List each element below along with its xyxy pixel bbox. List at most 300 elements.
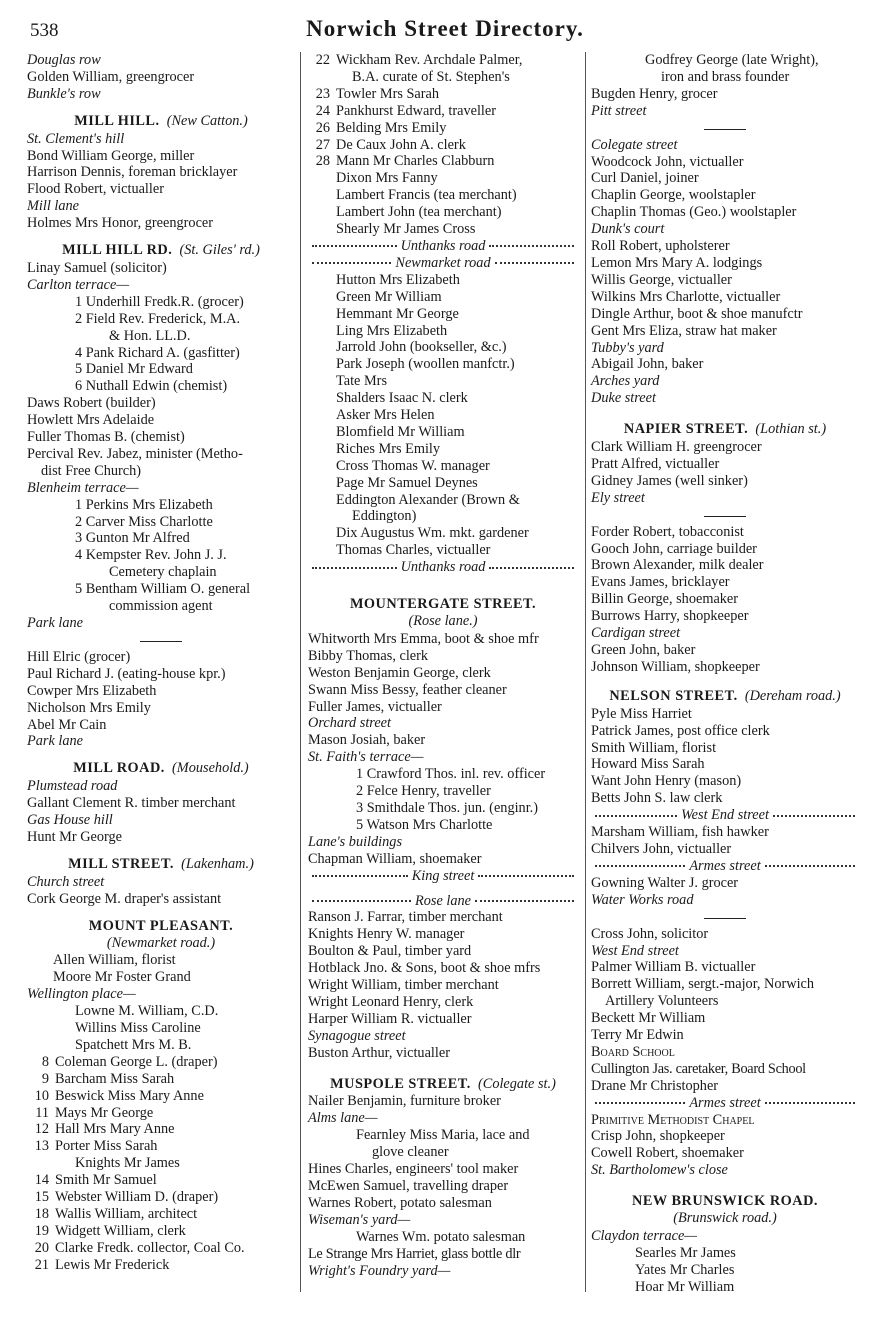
street-heading: [27, 856, 295, 873]
entry-text: Mann Mr Charles Clabburn: [336, 153, 495, 170]
street-subheading: Gas House hill: [27, 812, 113, 829]
entry-text: Coleman George L. (draper): [55, 1053, 218, 1070]
directory-entry: Cork George M. draper's assistant: [27, 890, 222, 907]
directory-entry: [27, 345, 295, 362]
directory-entry: [308, 817, 578, 834]
directory-entry: [27, 1189, 295, 1206]
directory-entry: Roll Robert, upholsterer: [591, 238, 730, 255]
street-subheading: Douglas row: [27, 52, 101, 68]
street-subheading: Lane's buildings: [308, 833, 403, 850]
directory-entry: Hemmant Mr George: [336, 305, 459, 322]
entry-continuation: iron and brass founder: [661, 68, 790, 85]
directory-entry: [308, 52, 578, 69]
directory-entry: Knights Mr James: [75, 1155, 180, 1172]
directory-entry: Cross John, solicitor: [591, 925, 709, 942]
directory-entry: Bond William George, miller: [27, 147, 195, 164]
directory-entry: Eddington Alexander (Brown &: [336, 491, 520, 508]
directory-entry: Green John, baker: [591, 642, 696, 658]
directory-entry: Searles Mr James: [635, 1244, 736, 1261]
directory-entry: Shalders Isaac N. clerk: [336, 390, 468, 407]
directory-entry: [27, 378, 295, 395]
directory-entry: Abel Mr Cain: [27, 716, 107, 733]
street-subheading: Blenheim terrace—: [27, 479, 139, 496]
directory-entry: [27, 1105, 295, 1122]
directory-entry: Mason Josiah, baker: [308, 732, 426, 749]
entry-text: Nuthall Edwin (chemist): [85, 378, 228, 395]
house-number: 1: [75, 496, 83, 513]
entry-continuation: Cemetery chaplain: [109, 564, 217, 581]
street-subheading: Bunkle's row: [27, 85, 101, 102]
directory-entry: Ling Mrs Elizabeth: [336, 322, 448, 339]
directory-entry: Willins Miss Caroline: [75, 1020, 201, 1037]
directory-entry: McEwen Samuel, travelling draper: [308, 1178, 509, 1194]
street-subheading: Plumstead road: [27, 778, 118, 795]
column-rule: [300, 52, 301, 1292]
entry-continuation: commission agent: [109, 598, 213, 615]
street-locality: (Mousehold.): [172, 760, 249, 777]
directory-entry: [27, 547, 295, 564]
directory-entry: [308, 120, 578, 137]
entry-text: Watson Mrs Charlotte: [366, 816, 493, 833]
street-heading: [591, 688, 859, 705]
entry-text: Daniel Mr Edward: [85, 361, 193, 378]
directory-entry: Borrett William, sergt.-major, Norwich: [591, 976, 815, 993]
street-subheading: Wright's Foundry yard—: [308, 1262, 451, 1279]
section-divider: [704, 516, 746, 517]
cross-street-divider: [591, 1095, 859, 1112]
directory-entry: [27, 1138, 295, 1155]
directory-entry: Fearnley Miss Maria, lace and: [356, 1127, 530, 1144]
house-number: 5: [356, 816, 364, 833]
entry-text: Clarke Fredk. collector, Coal Co.: [55, 1239, 245, 1256]
house-number: 21: [34, 1256, 49, 1273]
directory-entry: Buston Arthur, victualler: [308, 1044, 450, 1061]
entry-text: Bentham William O. general: [85, 581, 251, 598]
directory-entry: Moore Mr Foster Grand: [53, 969, 191, 986]
street-subheading: Orchard street: [308, 715, 391, 732]
directory-entry: Gent Mrs Eliza, straw hat maker: [591, 322, 777, 339]
house-number: 8: [41, 1053, 49, 1070]
house-number: 4: [75, 344, 83, 361]
directory-entry: Fuller Thomas B. (chemist): [27, 429, 185, 446]
directory-entry: Whitworth Mrs Emma, boot & shoe mfr: [308, 630, 539, 647]
directory-entry: Green Mr William: [336, 288, 442, 305]
cross-street-divider: [308, 893, 578, 910]
directory-entry: Smith William, florist: [591, 739, 717, 756]
directory-entry: Chilvers John, victualler: [591, 840, 732, 857]
directory-entry: [27, 514, 295, 531]
directory-entry: Jarrold John (bookseller, &c.): [336, 339, 507, 356]
street-locality: (Colegate st.): [478, 1075, 556, 1092]
directory-entry: Dingle Arthur, boot & shoe manufctr: [591, 305, 803, 322]
street-name: MILL HILL RD.: [62, 242, 173, 259]
house-number: 9: [41, 1070, 49, 1087]
entry-text: Carver Miss Charlotte: [85, 513, 213, 530]
directory-entry: Hutton Mrs Elizabeth: [336, 271, 460, 288]
house-number: 24: [315, 102, 330, 119]
entry-text: Pank Richard A. (gasfitter): [85, 344, 240, 361]
directory-entry: Golden William, greengrocer: [27, 68, 195, 85]
directory-entry: [308, 86, 578, 103]
entry-text: Barcham Miss Sarah: [55, 1070, 175, 1087]
directory-entry: Swann Miss Bessy, feather cleaner: [308, 681, 507, 698]
directory-entry: Crisp John, shopkeeper: [591, 1128, 725, 1145]
directory-entry: [27, 311, 295, 328]
directory-entry: Cullington Jas. caretaker, Board School: [591, 1060, 806, 1077]
entry-continuation: B.A. curate of St. Stephen's: [352, 68, 510, 85]
entry-text: Smith Mr Samuel: [55, 1172, 157, 1189]
column-3: [591, 52, 859, 1296]
street-heading: [308, 596, 578, 630]
directory-entry: Gooch John, carriage builder: [591, 540, 757, 557]
street-subheading: Synagogue street: [308, 1027, 406, 1044]
street-subheading: Pitt street: [591, 102, 647, 119]
street-subheading: Dunk's court: [591, 221, 665, 238]
directory-entry: Clark William H. greengrocer: [591, 439, 762, 456]
street-heading: [308, 1076, 578, 1093]
directory-entry: Nicholson Mrs Emily: [27, 699, 151, 716]
directory-entry: Cross Thomas W. manager: [336, 457, 490, 474]
directory-entry: Knights Henry W. manager: [308, 926, 465, 943]
entry-text: Belding Mrs Emily: [336, 119, 447, 136]
directory-entry: Thomas Charles, victualler: [336, 542, 491, 559]
directory-entry: Wright William, timber merchant: [308, 977, 499, 994]
street-subheading: Park lane: [27, 733, 83, 750]
directory-entry: Bugden Henry, grocer: [591, 85, 718, 102]
cross-street-name: Newmarket road: [395, 254, 491, 271]
directory-entry: Terry Mr Edwin: [591, 1027, 684, 1044]
street-heading: [27, 113, 295, 130]
directory-entry: Linay Samuel (solicitor): [27, 259, 167, 276]
entry-text: Underhill Fredk.R. (grocer): [85, 293, 244, 310]
page-number: 538: [30, 20, 59, 41]
directory-entry: Boulton & Paul, timber yard: [308, 943, 472, 960]
entry-text: Smithdale Thos. jun. (enginr.): [366, 799, 539, 816]
street-name: NEW BRUNSWICK ROAD.: [632, 1193, 818, 1210]
directory-entry: Primitive Methodist Chapel: [591, 1111, 755, 1128]
house-number: 5: [75, 361, 83, 378]
directory-entry: Curl Daniel, joiner: [591, 170, 699, 187]
street-subheading: Arches yard: [591, 373, 660, 390]
column-1: [27, 52, 295, 1274]
street-heading: [27, 918, 295, 952]
house-number: 26: [315, 119, 330, 136]
directory-entry: [27, 1121, 295, 1138]
entry-text: Porter Miss Sarah: [55, 1138, 158, 1155]
directory-entry: [308, 783, 578, 800]
directory-entry: [27, 1071, 295, 1088]
street-locality: (St. Giles' rd.): [179, 242, 260, 259]
house-number: 11: [35, 1104, 49, 1121]
directory-entry: Woodcock John, victualler: [591, 153, 744, 170]
house-number: 27: [315, 136, 330, 153]
entry-text: Perkins Mrs Elizabeth: [85, 496, 213, 513]
directory-entry: Drane Mr Christopher: [591, 1077, 719, 1094]
cross-street-name: Armes street: [689, 857, 761, 874]
directory-entry: Chapman William, shoemaker: [308, 850, 482, 867]
running-title: Norwich Street Directory.: [306, 16, 584, 41]
section-divider: [704, 129, 746, 130]
column-2: [308, 52, 578, 1279]
directory-entry: Asker Mrs Helen: [336, 407, 435, 424]
directory-entry: Warnes Wm. potato salesman: [356, 1228, 526, 1245]
entry-continuation: dist Free Church): [41, 462, 142, 479]
entry-text: Wickham Rev. Archdale Palmer,: [336, 52, 523, 68]
directory-entry: Dixon Mrs Fanny: [336, 170, 438, 187]
directory-entry: Weston Benjamin George, clerk: [308, 664, 491, 681]
directory-entry: Harrison Dennis, foreman bricklayer: [27, 164, 238, 181]
directory-entry: [308, 137, 578, 154]
directory-entry: Marsham William, fish hawker: [591, 824, 769, 841]
cross-street-divider: [308, 559, 578, 576]
directory-entry: Wright Leonard Henry, clerk: [308, 993, 474, 1010]
entry-text: Field Rev. Frederick, M.A.: [85, 310, 241, 327]
entry-text: Beswick Miss Mary Anne: [55, 1087, 204, 1104]
street-subheading: Park lane: [27, 615, 83, 631]
cross-street-divider: [308, 238, 578, 255]
house-number: 13: [34, 1138, 49, 1155]
street-locality: (Rose lane.): [408, 613, 478, 629]
directory-entry: [27, 361, 295, 378]
directory-entry: Yates Mr Charles: [635, 1261, 735, 1278]
street-subheading: Alms lane—: [308, 1110, 378, 1127]
directory-entry: Patrick James, post office clerk: [591, 722, 770, 739]
directory-entry: Le Strange Mrs Harriet, glass bottle dlr: [308, 1245, 521, 1262]
house-number: 4: [75, 547, 83, 564]
section-divider: [704, 918, 746, 919]
directory-entry: Harper William R. victualler: [308, 1010, 472, 1027]
house-number: 3: [75, 530, 83, 547]
entry-text: Widgett William, clerk: [55, 1222, 186, 1239]
house-number: 2: [356, 783, 364, 800]
directory-entry: [27, 1240, 295, 1257]
street-subheading: West End street: [591, 942, 679, 959]
street-heading: [591, 1193, 859, 1227]
street-subheading: Mill lane: [27, 198, 80, 215]
directory-entry: Ranson J. Farrar, timber merchant: [308, 909, 503, 926]
house-number: 10: [34, 1087, 49, 1104]
street-locality: (Newmarket road.): [106, 934, 216, 951]
directory-entry: Hines Charles, engineers' tool maker: [308, 1161, 519, 1178]
street-locality: (Lothian st.): [755, 421, 827, 438]
cross-street-name: Unthanks road: [400, 237, 486, 254]
directory-entry: Cowper Mrs Elizabeth: [27, 682, 157, 699]
directory-entry: [308, 800, 578, 817]
cross-street-name: Unthanks road: [400, 559, 486, 576]
directory-entry: Lambert John (tea merchant): [336, 204, 502, 221]
street-name: MILL HILL.: [74, 112, 160, 129]
directory-entry: [27, 1206, 295, 1223]
house-number: 3: [356, 799, 364, 816]
street-heading: [27, 760, 295, 777]
street-name: MILL ROAD.: [73, 760, 165, 777]
street-name: MOUNT PLEASANT.: [88, 917, 234, 934]
directory-entry: [27, 530, 295, 547]
directory-entry: Spatchett Mrs M. B.: [75, 1036, 192, 1053]
section-divider: [140, 641, 182, 642]
street-name: NAPIER STREET.: [623, 421, 749, 438]
street-subheading: Cardigan street: [591, 625, 681, 642]
street-subheading: Wiseman's yard—: [308, 1211, 411, 1228]
entry-text: Webster William D. (draper): [55, 1189, 219, 1206]
directory-entry: Want John Henry (mason): [591, 773, 742, 790]
directory-entry: [27, 294, 295, 311]
house-number: 15: [34, 1189, 49, 1206]
house-number: 1: [75, 293, 83, 310]
directory-entry: Billin George, shoemaker: [591, 591, 739, 608]
street-locality: (Brunswick road.): [673, 1210, 777, 1227]
directory-entry: Hoar Mr William: [635, 1278, 735, 1295]
directory-entry: Paul Richard J. (eating-house kpr.): [27, 665, 226, 682]
house-number: 23: [315, 85, 330, 102]
column-rule: [585, 52, 586, 1292]
house-number: 12: [34, 1121, 49, 1138]
directory-entry: Pratt Alfred, victualler: [591, 455, 720, 472]
entry-text: De Caux John A. clerk: [336, 136, 466, 153]
entry-continuation: & Hon. LL.D.: [109, 327, 191, 344]
directory-entry: Allen William, florist: [53, 952, 176, 969]
entry-text: Gunton Mr Alfred: [85, 530, 190, 547]
street-subheading: St. Clement's hill: [27, 130, 125, 147]
entry-continuation: Artillery Volunteers: [605, 993, 719, 1010]
street-locality: (Lakenham.): [181, 855, 254, 872]
directory-entry: Pyle Miss Harriet: [591, 705, 692, 722]
cross-street-name: Rose lane: [415, 892, 471, 909]
street-locality: (New Catton.): [166, 112, 248, 129]
directory-entry: Hotblack Jno. & Sons, boot & shoe mfrs: [308, 960, 541, 977]
directory-entry: Fuller James, victualler: [308, 698, 442, 715]
directory-entry: Wilkins Mrs Charlotte, victualler: [591, 288, 781, 305]
house-number: 14: [34, 1172, 49, 1189]
directory-entry: Board School: [591, 1043, 675, 1060]
directory-entry: Cowell Robert, shoemaker: [591, 1145, 744, 1162]
directory-entry: Forder Robert, tobacconist: [591, 523, 744, 540]
directory-entry: Blomfield Mr William: [336, 423, 465, 440]
cross-street-name: West End street: [681, 807, 769, 824]
directory-entry: Lowne M. William, C.D.: [75, 1003, 219, 1020]
directory-entry: Abigail John, baker: [591, 356, 704, 373]
street-name: MUSPOLE STREET.: [330, 1075, 471, 1092]
entry-text: Towler Mrs Sarah: [336, 85, 440, 102]
directory-entry: Brown Alexander, milk dealer: [591, 557, 764, 574]
directory-entry: [27, 581, 295, 598]
directory-entry: Gidney James (well sinker): [591, 472, 748, 489]
street-name: NELSON STREET.: [609, 687, 738, 704]
directory-entry: [308, 103, 578, 120]
street-subheading: St. Bartholomew's close: [591, 1162, 728, 1179]
directory-entry: Lemon Mrs Mary A. lodgings: [591, 254, 763, 271]
directory-entry: Chaplin Thomas (Geo.) woolstapler: [591, 204, 797, 221]
directory-entry: Page Mr Samuel Deynes: [336, 474, 478, 491]
directory-entry: [27, 1257, 295, 1274]
entry-text: Wallis William, architect: [55, 1206, 198, 1222]
directory-entry: Burrows Harry, shopkeeper: [591, 608, 749, 625]
street-heading: [591, 421, 859, 438]
directory-entry: Howard Miss Sarah: [591, 756, 705, 773]
street-subheading: Wellington place—: [27, 986, 136, 1003]
entry-text: Hall Mrs Mary Anne: [55, 1121, 175, 1138]
entry-text: Kempster Rev. John J. J.: [85, 547, 227, 564]
directory-entry: Hill Elric (grocer): [27, 648, 131, 665]
cross-street-name: King street: [411, 867, 475, 884]
directory-entry: Holmes Mrs Honor, greengrocer: [27, 215, 214, 232]
directory-entry: Gowning Walter J. grocer: [591, 874, 739, 891]
entry-text: Mays Mr George: [55, 1104, 154, 1121]
house-number: 1: [356, 766, 364, 783]
directory-entry: Bibby Thomas, clerk: [308, 647, 429, 664]
house-number: 18: [34, 1206, 49, 1222]
house-number: 2: [75, 310, 83, 327]
directory-entry: Shearly Mr James Cross: [336, 221, 476, 238]
directory-entry: Flood Robert, victualler: [27, 181, 164, 198]
directory-entry: Percival Rev. Jabez, minister (Metho-: [27, 445, 243, 462]
cross-street-divider: [308, 255, 578, 272]
directory-entry: [27, 1054, 295, 1071]
directory-entry: Park Joseph (woollen manfctr.): [336, 356, 515, 373]
directory-entry: Betts John S. law clerk: [591, 790, 723, 807]
street-name: MILL STREET.: [68, 855, 175, 872]
directory-entry: Godfrey George (late Wright),: [645, 52, 819, 68]
cross-street-divider: [308, 868, 578, 885]
street-subheading: Water Works road: [591, 891, 694, 908]
directory-entry: Willis George, victualler: [591, 271, 732, 288]
house-number: 20: [34, 1239, 49, 1256]
house-number: 28: [315, 153, 330, 170]
directory-entry: Dix Augustus Wm. mkt. gardener: [336, 525, 529, 542]
street-subheading: Colegate street: [591, 136, 678, 153]
street-name: MOUNTERGATE STREET.: [349, 596, 537, 613]
directory-entry: Hunt Mr George: [27, 828, 123, 845]
street-locality: (Dereham road.): [744, 687, 841, 704]
street-subheading: Ely street: [591, 489, 645, 506]
directory-entry: Johnson William, shopkeeper: [591, 658, 760, 675]
house-number: 22: [315, 52, 330, 68]
directory-entry: Lambert Francis (tea merchant): [336, 187, 517, 204]
directory-entry: Warnes Robert, potato salesman: [308, 1194, 492, 1211]
street-heading: [27, 242, 295, 259]
directory-entry: [27, 1088, 295, 1105]
directory-entry: Chaplin George, woolstapler: [591, 187, 756, 204]
entry-continuation: glove cleaner: [372, 1144, 449, 1161]
street-subheading: Duke street: [591, 390, 656, 407]
house-number: 2: [75, 513, 83, 530]
house-number: 19: [34, 1222, 49, 1239]
directory-entry: Evans James, bricklayer: [591, 574, 730, 591]
cross-street-name: Armes street: [689, 1094, 761, 1111]
directory-entry: Riches Mrs Emily: [336, 440, 441, 457]
street-subheading: Church street: [27, 873, 105, 890]
cross-street-divider: [591, 858, 859, 875]
directory-entry: Tate Mrs: [336, 373, 388, 390]
street-subheading: Tubby's yard: [591, 339, 664, 356]
street-subheading: Carlton terrace—: [27, 276, 130, 293]
directory-entry: Daws Robert (builder): [27, 395, 156, 412]
directory-entry: Palmer William B. victualler: [591, 959, 756, 976]
directory-entry: [27, 1172, 295, 1189]
directory-entry: [308, 153, 578, 170]
page-header: [30, 14, 860, 44]
street-subheading: Claydon terrace—: [591, 1228, 698, 1244]
cross-street-divider: [591, 807, 859, 824]
street-subheading: St. Faith's terrace—: [308, 749, 424, 766]
house-number: 6: [75, 378, 83, 395]
directory-entry: [27, 1223, 295, 1240]
entry-text: Lewis Mr Frederick: [55, 1256, 170, 1273]
directory-entry: Gallant Clement R. timber merchant: [27, 795, 236, 812]
house-number: 5: [75, 581, 83, 598]
entry-text: Felce Henry, traveller: [366, 783, 491, 800]
entry-text: Crawford Thos. inl. rev. officer: [366, 766, 546, 783]
